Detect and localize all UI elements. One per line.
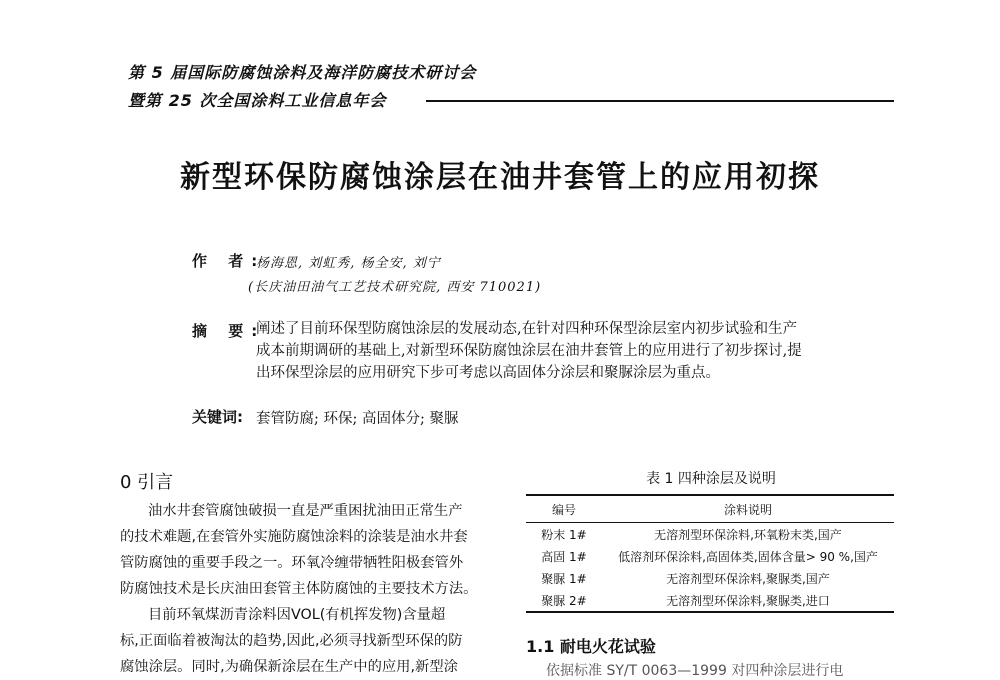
abstract-line: 出环保型涂层的应用研究下步可考虑以高固体分涂层和聚脲涂层为重点。 (256, 365, 720, 381)
intro-body (120, 498, 492, 680)
abstract-line: 成本前期调研的基础上,对新型环保防腐蚀涂层在油井套管上的应用进行了初步探讨,提 (256, 343, 802, 359)
table-cell: 粉末 1# (541, 527, 587, 542)
body-line: 油水井套管腐蚀破损一直是严重困扰油田正常生产 (148, 503, 463, 519)
abstract-line: 阐述了目前环保型防腐蚀涂层的发展动态,在针对四种环保型涂层室内初步试验和生产 (256, 321, 798, 337)
author-names: 杨海恩, 刘虹秀, 杨全安, 刘宁 (256, 256, 441, 271)
conference-title-line1: 第 5 届国际防腐蚀涂料及海洋防腐技术研讨会 (128, 63, 477, 82)
body-line: 的技术难题,在套管外实施防腐蚀涂料的涂装是油水井套 (120, 529, 468, 545)
table-cell: 低溶剂环保涂料,高固体类,固体含量> 90 %,国产 (618, 549, 878, 564)
abstract-label: 摘 要: (192, 322, 266, 340)
table-cell: 无溶剂型环保涂料,聚脲类,国产 (666, 571, 830, 586)
abstract-text (256, 318, 836, 384)
conference-title-line2: 暨第 25 次全国涂料工业信息年会 (128, 91, 387, 110)
section-heading-intro: 0 引言 (120, 472, 174, 493)
body-line: 防腐蚀技术是长庆油田套管主体防腐蚀的主要技术方法。 (120, 581, 478, 597)
section-1-1-partial-text: 依据标准 SY/T 0063—1999 对四种涂层进行电 (546, 663, 844, 679)
author-affiliation: (长庆油田油气工艺技术研究院, 西安 710021) (248, 280, 542, 295)
authors-label: 作 者: (192, 252, 266, 270)
table-cell: 无溶剂型环保涂料,环氧粉末类,国产 (654, 527, 842, 542)
body-line: 目前环氧煤沥青涂料因VOL(有机挥发物)含量超 (148, 607, 446, 623)
header-rule (426, 100, 894, 102)
table-header-row (526, 495, 894, 523)
body-line: 标,正面临着被淘汰的趋势,因此,必须寻找新型环保的防 (120, 633, 463, 649)
table-cell: 聚脲 1# (541, 571, 587, 586)
table-cell: 无溶剂型环保涂料,聚脲类,进口 (602, 589, 894, 612)
table-header-cell: 涂料说明 (602, 495, 894, 523)
body-line: 腐蚀涂层。同时,为确保新涂层在生产中的应用,新型涂 (120, 659, 458, 675)
section-heading-1-1: 1.1 耐电火花试验 (526, 637, 656, 656)
table-header-cell: 编号 (526, 495, 602, 523)
keywords-label: 关键词: (192, 408, 243, 426)
table-row (526, 545, 894, 567)
paper-title: 新型环保防腐蚀涂层在油井套管上的应用初探 (180, 160, 820, 195)
body-line: 管防腐蚀的重要手段之一。环氧冷缠带牺牲阳极套管外 (120, 555, 464, 571)
table-row (526, 567, 894, 589)
coatings-table (526, 494, 894, 613)
table-cell: 高固 1# (541, 549, 587, 564)
table-row (526, 589, 894, 612)
table-row (526, 523, 894, 546)
table-cell: 聚脲 2# (526, 589, 602, 612)
table-caption: 表 1 四种涂层及说明 (646, 471, 776, 487)
keywords-text: 套管防腐; 环保; 高固体分; 聚脲 (256, 411, 459, 427)
